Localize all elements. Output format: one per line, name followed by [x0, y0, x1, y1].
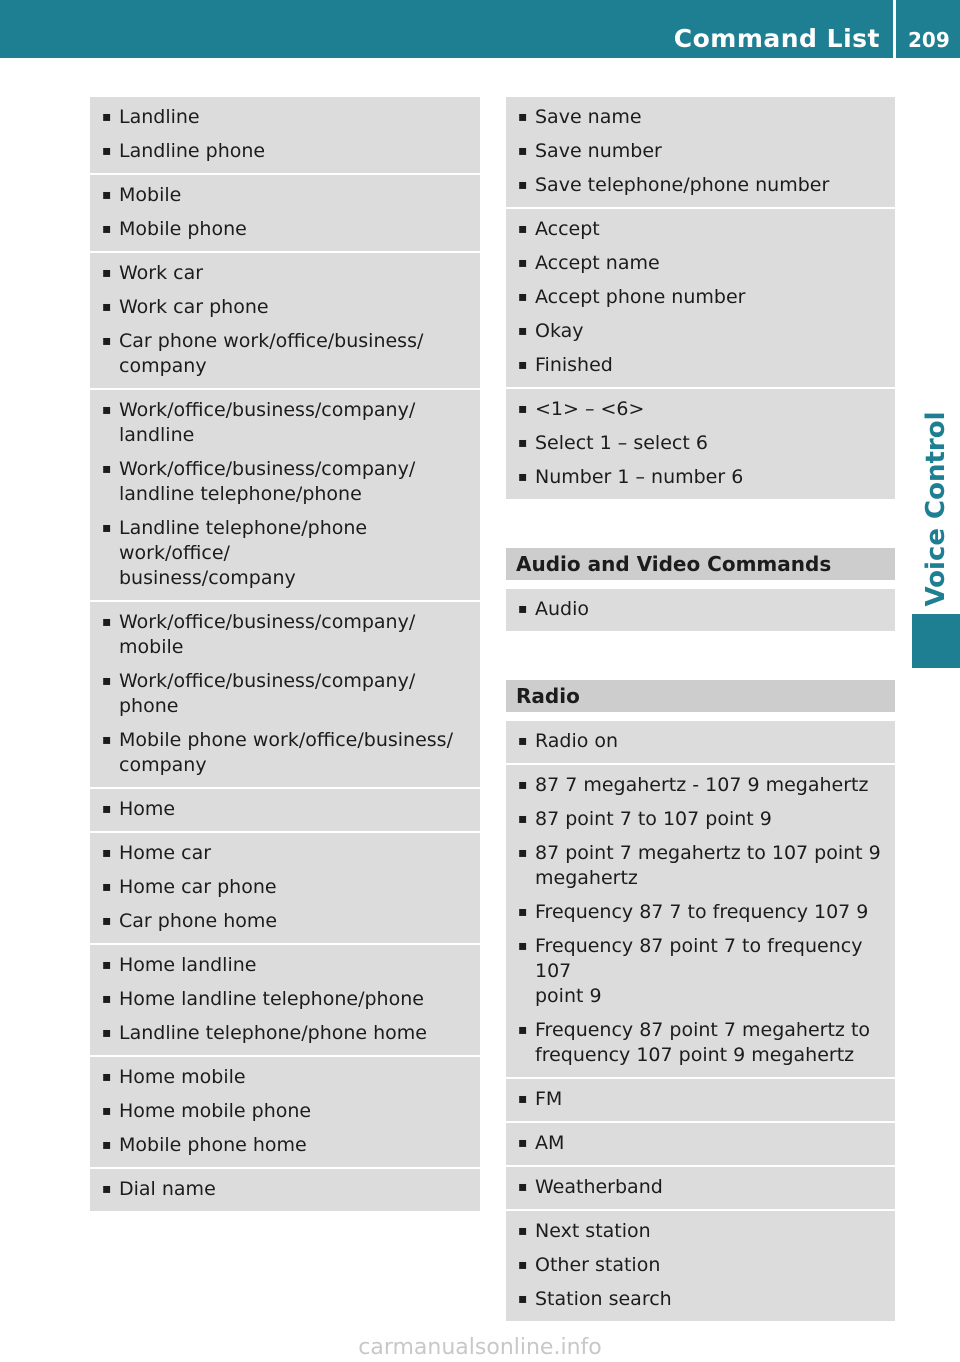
command-item: ▪ Select 1 – select 6	[518, 431, 885, 456]
watermark: carmanualsonline.info	[358, 1335, 602, 1360]
command-item: ▪ Work car	[102, 261, 470, 286]
radio-heading: Radio	[506, 680, 895, 712]
command-item: ▪ 87 point 7 to 107 point 9	[518, 807, 885, 832]
command-item: ▪ Next station	[518, 1219, 885, 1244]
command-item: ▪ Save name	[518, 105, 885, 130]
side-tab	[912, 404, 960, 614]
command-item: ▪ Home	[102, 797, 470, 822]
command-group	[90, 1169, 480, 1213]
command-group	[506, 589, 895, 633]
command-item: ▪ Car phone home	[102, 909, 470, 934]
page-title: Command List	[673, 24, 880, 53]
command-item: ▪ Work/office/business/company/ mobile	[102, 610, 470, 660]
command-group	[90, 789, 480, 833]
command-group	[506, 1123, 895, 1167]
command-group	[90, 253, 480, 390]
command-item: ▪ Number 1 – number 6	[518, 465, 885, 490]
command-item: ▪ Frequency 87 point 7 to frequency 107 point 9	[518, 934, 885, 1009]
command-group	[90, 833, 480, 945]
command-item: ▪ Home car	[102, 841, 470, 866]
command-item: ▪ 87 point 7 megahertz to 107 point 9 megahertz	[518, 841, 885, 891]
command-item: ▪ Dial name	[102, 1177, 470, 1202]
command-item: ▪ Save telephone/phone number	[518, 173, 885, 198]
command-item: ▪ Home mobile phone	[102, 1099, 470, 1124]
command-group	[90, 602, 480, 789]
command-group	[506, 1167, 895, 1211]
command-item: ▪ Work/office/business/company/ phone	[102, 669, 470, 719]
command-group	[90, 97, 480, 175]
command-item: ▪ Frequency 87 point 7 megahertz to frequency 107 point 9 megahertz	[518, 1018, 885, 1068]
command-group	[506, 1079, 895, 1123]
command-item: ▪ Car phone work/office/business/ company	[102, 329, 470, 379]
command-item: ▪ Mobile phone work/office/business/ company	[102, 728, 470, 778]
page-number: 209	[908, 28, 950, 52]
command-item: ▪ Landline telephone/phone home	[102, 1021, 470, 1046]
command-item: ▪ Accept	[518, 217, 885, 242]
command-item: ▪ Station search	[518, 1287, 885, 1312]
command-item: ▪ Frequency 87 7 to frequency 107 9	[518, 900, 885, 925]
command-item: ▪ Mobile phone home	[102, 1133, 470, 1158]
command-item: ▪ 87 7 megahertz - 107 9 megahertz	[518, 773, 885, 798]
command-item: ▪ Home landline	[102, 953, 470, 978]
command-item: ▪ Home car phone	[102, 875, 470, 900]
command-item: ▪ Finished	[518, 353, 885, 378]
command-group	[506, 97, 895, 209]
command-item: ▪ Work/office/business/company/ landline	[102, 398, 470, 448]
command-item: ▪ Weatherband	[518, 1175, 885, 1200]
phone-command-groups	[506, 97, 895, 501]
command-item: ▪ Audio	[518, 597, 885, 622]
command-group	[506, 1211, 895, 1323]
command-group	[90, 1057, 480, 1169]
command-item: ▪ Radio on	[518, 729, 885, 754]
header-divider	[893, 0, 896, 58]
command-group	[90, 945, 480, 1057]
command-item: ▪ Home mobile	[102, 1065, 470, 1090]
command-item: ▪ Home landline telephone/phone	[102, 987, 470, 1012]
command-group	[90, 390, 480, 602]
command-item: ▪ Mobile phone	[102, 217, 470, 242]
left-command-column	[90, 97, 480, 1213]
command-item: ▪ Work car phone	[102, 295, 470, 320]
command-item: ▪ Accept name	[518, 251, 885, 276]
command-item: ▪ Okay	[518, 319, 885, 344]
command-group	[506, 721, 895, 765]
command-item: ▪ FM	[518, 1087, 885, 1112]
audio-video-command-groups	[506, 589, 895, 633]
command-item: ▪ Landline	[102, 105, 470, 130]
command-group	[506, 389, 895, 501]
command-item: ▪ Landline telephone/phone work/office/ business/company	[102, 516, 470, 591]
command-item: ▪ Landline phone	[102, 139, 470, 164]
command-item: ▪ Other station	[518, 1253, 885, 1278]
radio-command-groups	[506, 721, 895, 1323]
command-item: ▪ Work/office/business/company/ landline telephone/phone	[102, 457, 470, 507]
command-group	[506, 209, 895, 389]
command-item: ▪ <1> – <6>	[518, 397, 885, 422]
command-item: ▪ Save number	[518, 139, 885, 164]
side-tab-block	[912, 614, 960, 668]
command-group	[506, 765, 895, 1079]
right-command-column	[506, 97, 895, 1323]
command-group	[90, 175, 480, 253]
command-item: ▪ Mobile	[102, 183, 470, 208]
audio-video-heading: Audio and Video Commands	[506, 548, 895, 580]
page-header-bar	[0, 0, 960, 58]
command-item: ▪ AM	[518, 1131, 885, 1156]
command-item: ▪ Accept phone number	[518, 285, 885, 310]
side-tab-label: Voice Control	[921, 411, 951, 607]
